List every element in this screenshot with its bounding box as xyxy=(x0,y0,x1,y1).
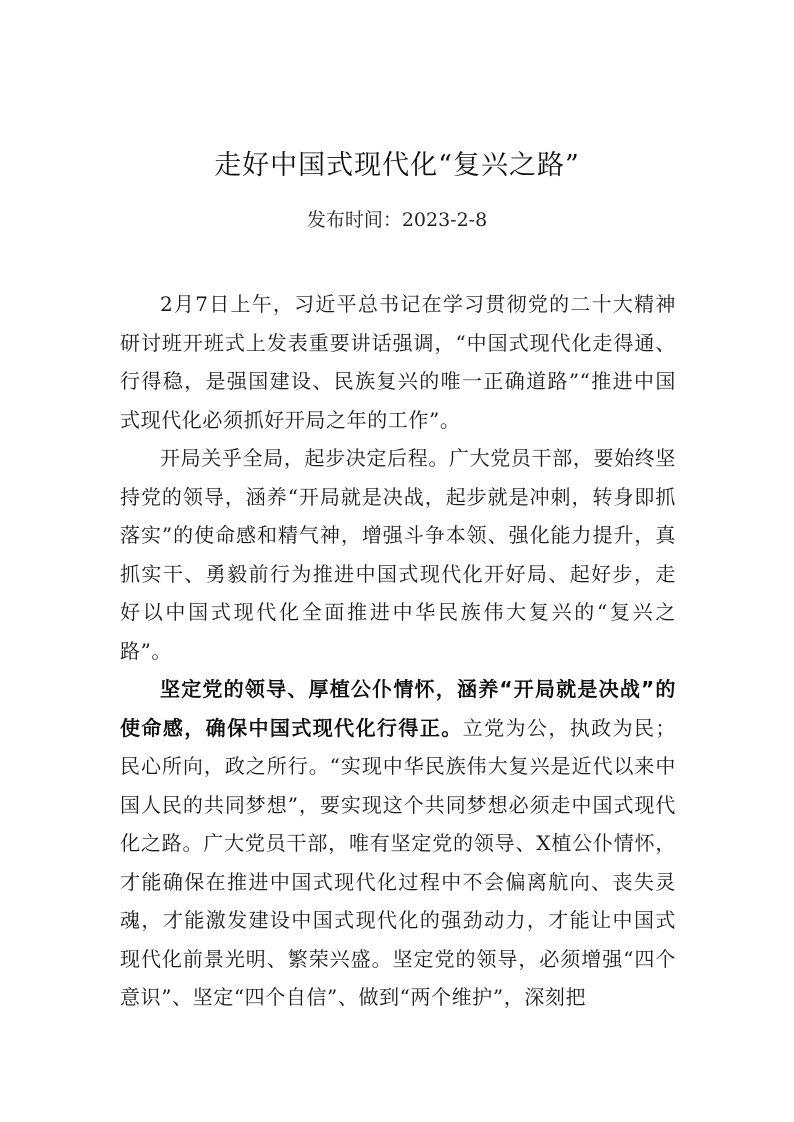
paragraph-2 xyxy=(120,439,676,670)
paragraph-3-lead-heading: 坚定党的领导、厚植公仆情怀，涵养“开局就是决战”的使命感，确保中国式现代化行得正。 xyxy=(120,677,676,740)
paragraph-1 xyxy=(120,285,676,439)
paragraph-3-text: 立党为公，执政为民；民心所向，政之所行。“实现中华民族伟大复兴是近代以来中国人民的共同梦想”，要实现这个共同梦想必须走中国式现代化之路。广大党员干部，唯有坚定党的领导、X植公仆情怀，才能确保在推进中国式现代化过程中不会偏离航向、丧失灵魂，才能激发建设中国式现代化的强劲动力，才能让中国式现代化前景光明、繁荣兴盛。坚定党的领导，必须增强“四个意识”、坚定“四个自信”、做到“两个维护”，深刻把 xyxy=(120,715,676,1009)
article-body xyxy=(120,285,676,1017)
article-title: 走好中国式现代化“复兴之路” xyxy=(214,150,580,181)
paragraph-2-text: 开局关乎全局，起步决定后程。广大党员干部，要始终坚持党的领导，涵养“开局就是决战，起步就是冲刺，转身即抓落实”的使命感和精气神，增强斗争本领、强化能力提升，真抓实干、勇毅前行为推进中国式现代化开好局、起好步，走好以中国式现代化全面推进中华民族伟大复兴的“复兴之路”。 xyxy=(120,446,676,663)
paragraph-1-text: 2月7日上午，习近平总书记在学习贯彻党的二十大精神研讨班开班式上发表重要讲话强调，“中国式现代化走得通、行得稳，是强国建设、民族复兴的唯一正确道路”“推进中国式现代化必须抓好开局之年的工作”。 xyxy=(120,292,676,432)
paragraph-3 xyxy=(120,670,676,1017)
publish-date: 发布时间：2023-2-8 xyxy=(306,209,488,231)
